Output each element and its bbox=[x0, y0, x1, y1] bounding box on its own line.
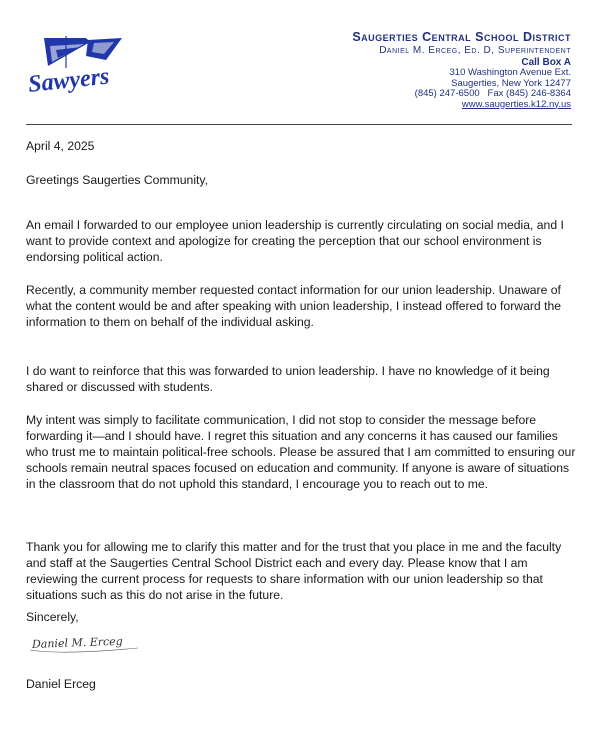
paragraph-3: I do want to reinforce that this was forwarded to union leadership. I have no knowledge of it being shared or discussed with students. bbox=[26, 364, 550, 395]
address-line-1: 310 Washington Avenue Ext. bbox=[449, 67, 571, 78]
letterhead bbox=[271, 30, 571, 110]
letter-greeting: Greetings Saugerties Community, bbox=[26, 173, 208, 187]
phone-fax: (845) 247-6500 Fax (845) 246-8364 bbox=[414, 88, 571, 99]
logo-wordmark: Sawyers bbox=[26, 63, 111, 98]
sawyers-logo bbox=[26, 30, 136, 98]
paragraph-5: Thank you for allowing me to clarify this matter and for the trust that you place in me and the faculty and staff at the Saugerties Central School District each and every day. Please know that I am reviewing the current process for requests to share information with our union leadership so that situations such as this do not arise in the future. bbox=[26, 540, 562, 603]
paragraph-1: An email I forwarded to our employee union leadership is currently circulating on social media, and I want to provide context and apologize for creating the perception that our school environment is endorsing political action. bbox=[26, 218, 564, 265]
handwritten-signature bbox=[26, 628, 151, 660]
header-divider bbox=[26, 124, 572, 125]
paragraph-4: My intent was simply to facilitate communication, I did not stop to consider the message before forwarding it—and I should have. I regret this situation and any concerns it has caused our families who trust me to maintain political-free schools. Please be assured that I am committed to ensuring our schools remain neutral spaces focused on education and community. If anyone is aware of situations in the classroom that do not uphold this standard, I encourage you to reach out to me. bbox=[26, 413, 576, 492]
website-link[interactable]: www.saugerties.k12.ny.us bbox=[461, 98, 571, 110]
signature-text: Daniel M. Erceg bbox=[31, 634, 123, 651]
call-box: Call Box A bbox=[521, 57, 571, 68]
letter-date: April 4, 2025 bbox=[26, 139, 95, 153]
address-line-2: Saugerties, New York 12477 bbox=[451, 77, 571, 89]
closing: Sincerely, bbox=[26, 610, 79, 624]
district-name: Saugerties Central School District bbox=[352, 30, 571, 44]
paragraph-2: Recently, a community member requested contact information for our union leadership. Unaware of what the content would be and after speaking with union leadership, I instead offered to forward the information to them on behalf of the individual asking. bbox=[26, 283, 562, 330]
superintendent-line: Daniel M. Erceg, Ed. D, Superintendent bbox=[379, 45, 571, 56]
signer-name: Daniel Erceg bbox=[26, 677, 96, 691]
ship-sail-icon bbox=[44, 36, 122, 68]
